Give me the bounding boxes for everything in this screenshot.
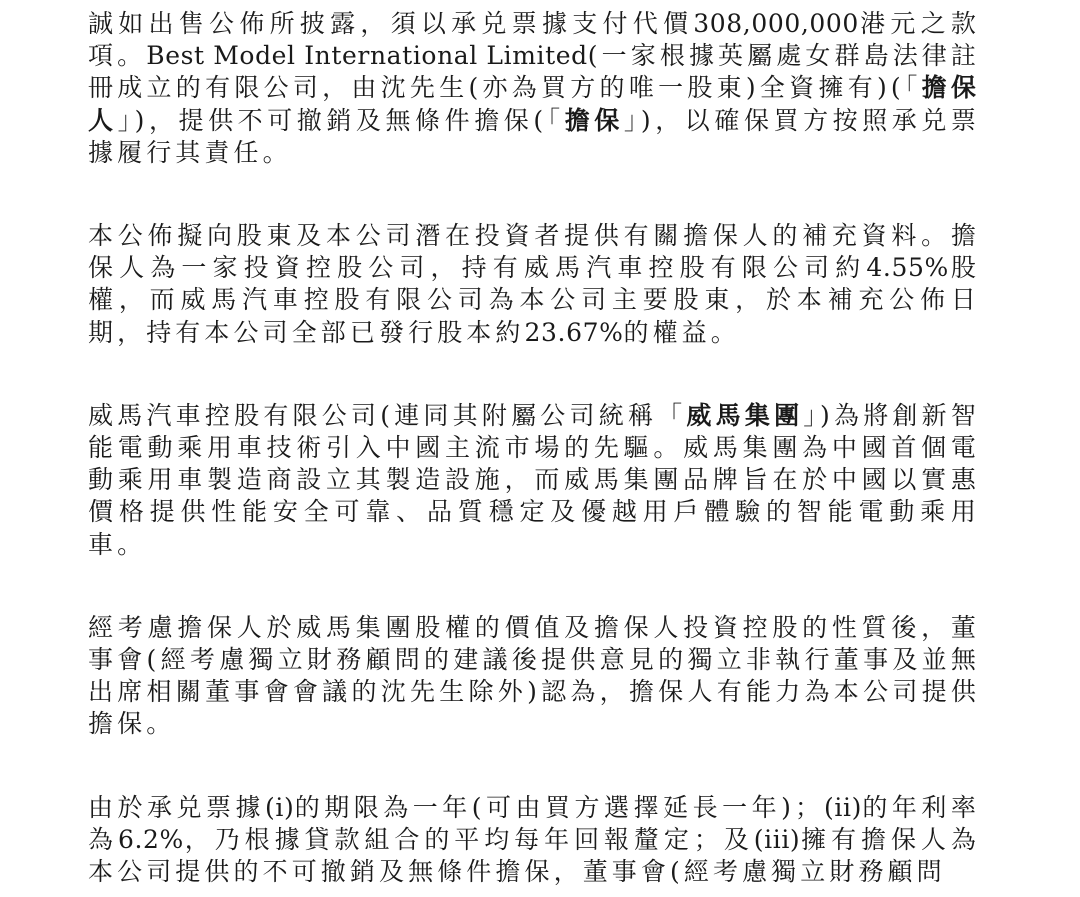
- company-name: Best Model International Limited: [146, 41, 588, 71]
- shareholding-percentage: 4.55%: [866, 253, 949, 283]
- paragraph-guarantee-provision: [88, 8, 980, 169]
- defined-term-wm-group: 威馬集團: [686, 400, 804, 430]
- defined-term-guarantee: 擔保: [564, 105, 624, 135]
- text-segment: 股權，而威馬汽車控股有限公司為本公司主要股東，於本補充公佈日期，持有本公司全部已發行股本約: [88, 253, 980, 347]
- consideration-amount: 308,000,000: [693, 9, 859, 38]
- text-segment: (一家根據英屬處女群島法律註冊成立的有限公司，由沈先生(亦為買方的唯一股東)全資擁有)(「: [88, 41, 981, 103]
- paragraph-guarantor-information: [88, 220, 980, 349]
- item-marker-iii: (iii): [753, 824, 801, 854]
- text-segment: ，乃根據貸款組合的平均每年回報釐定；及: [183, 824, 754, 854]
- text-segment: 」)，提供不可撤銷及無條件擔保(「: [117, 105, 565, 135]
- text-segment: 的權益。: [623, 317, 740, 347]
- paragraph-board-view: [88, 612, 980, 741]
- interest-percentage: 23.67%: [524, 317, 624, 347]
- item-marker-i: (i): [265, 792, 295, 822]
- text-segment: 」)，以確保買方按照承兑票據履行其責任。: [88, 105, 981, 167]
- defined-term-guarantor: 擔保人: [88, 73, 980, 135]
- text-segment: 威馬汽車控股有限公司(連同其附屬公司統稱「: [88, 400, 687, 430]
- text-segment: 誠如出售公佈所披露，須以承兑票據支付代價: [88, 9, 694, 38]
- document-page: [88, 8, 980, 888]
- text-segment: 的期限為一年(可由買方選擇延長一年)；: [294, 792, 825, 822]
- paragraph-promissory-note-terms: [88, 792, 980, 889]
- text-segment: 經考慮擔保人於威馬集團股權的價值及擔保人投資控股的性質後，董事會(經考慮獨立財務顧問的建議後提供意見的獨立非執行董事及並無出席相關董事會會議的沈先生除外)認為，擔保人有能力為本公司提供擔保。: [88, 612, 980, 739]
- text-segment: 由於承兑票據: [88, 792, 266, 822]
- interest-rate: 6.2%: [117, 824, 184, 854]
- text-segment: 港元之款項。: [88, 9, 980, 71]
- paragraph-wm-group: [88, 400, 980, 561]
- text-segment: 擁有擔保人為本公司提供的不可撤銷及無條件擔保，董事會(經考慮獨立財務顧問: [88, 824, 980, 887]
- item-marker-ii: (ii): [824, 792, 862, 822]
- text-segment: 的年利率為: [88, 792, 980, 854]
- text-segment: 」)為將創新智能電動乘用車技術引入中國主流市場的先驅。威馬集團為中國首個電動乘用車製造商設立其製造設施，而威馬集團品牌旨在於中國以實惠價格提供性能安全可靠、品質穩定及優越用戶體驗的智能電動乘用車。: [88, 400, 980, 559]
- text-segment: 本公佈擬向股東及本公司潛在投資者提供有關擔保人的補充資料。擔保人為一家投資控股公司，持有威馬汽車控股有限公司約: [88, 221, 980, 283]
